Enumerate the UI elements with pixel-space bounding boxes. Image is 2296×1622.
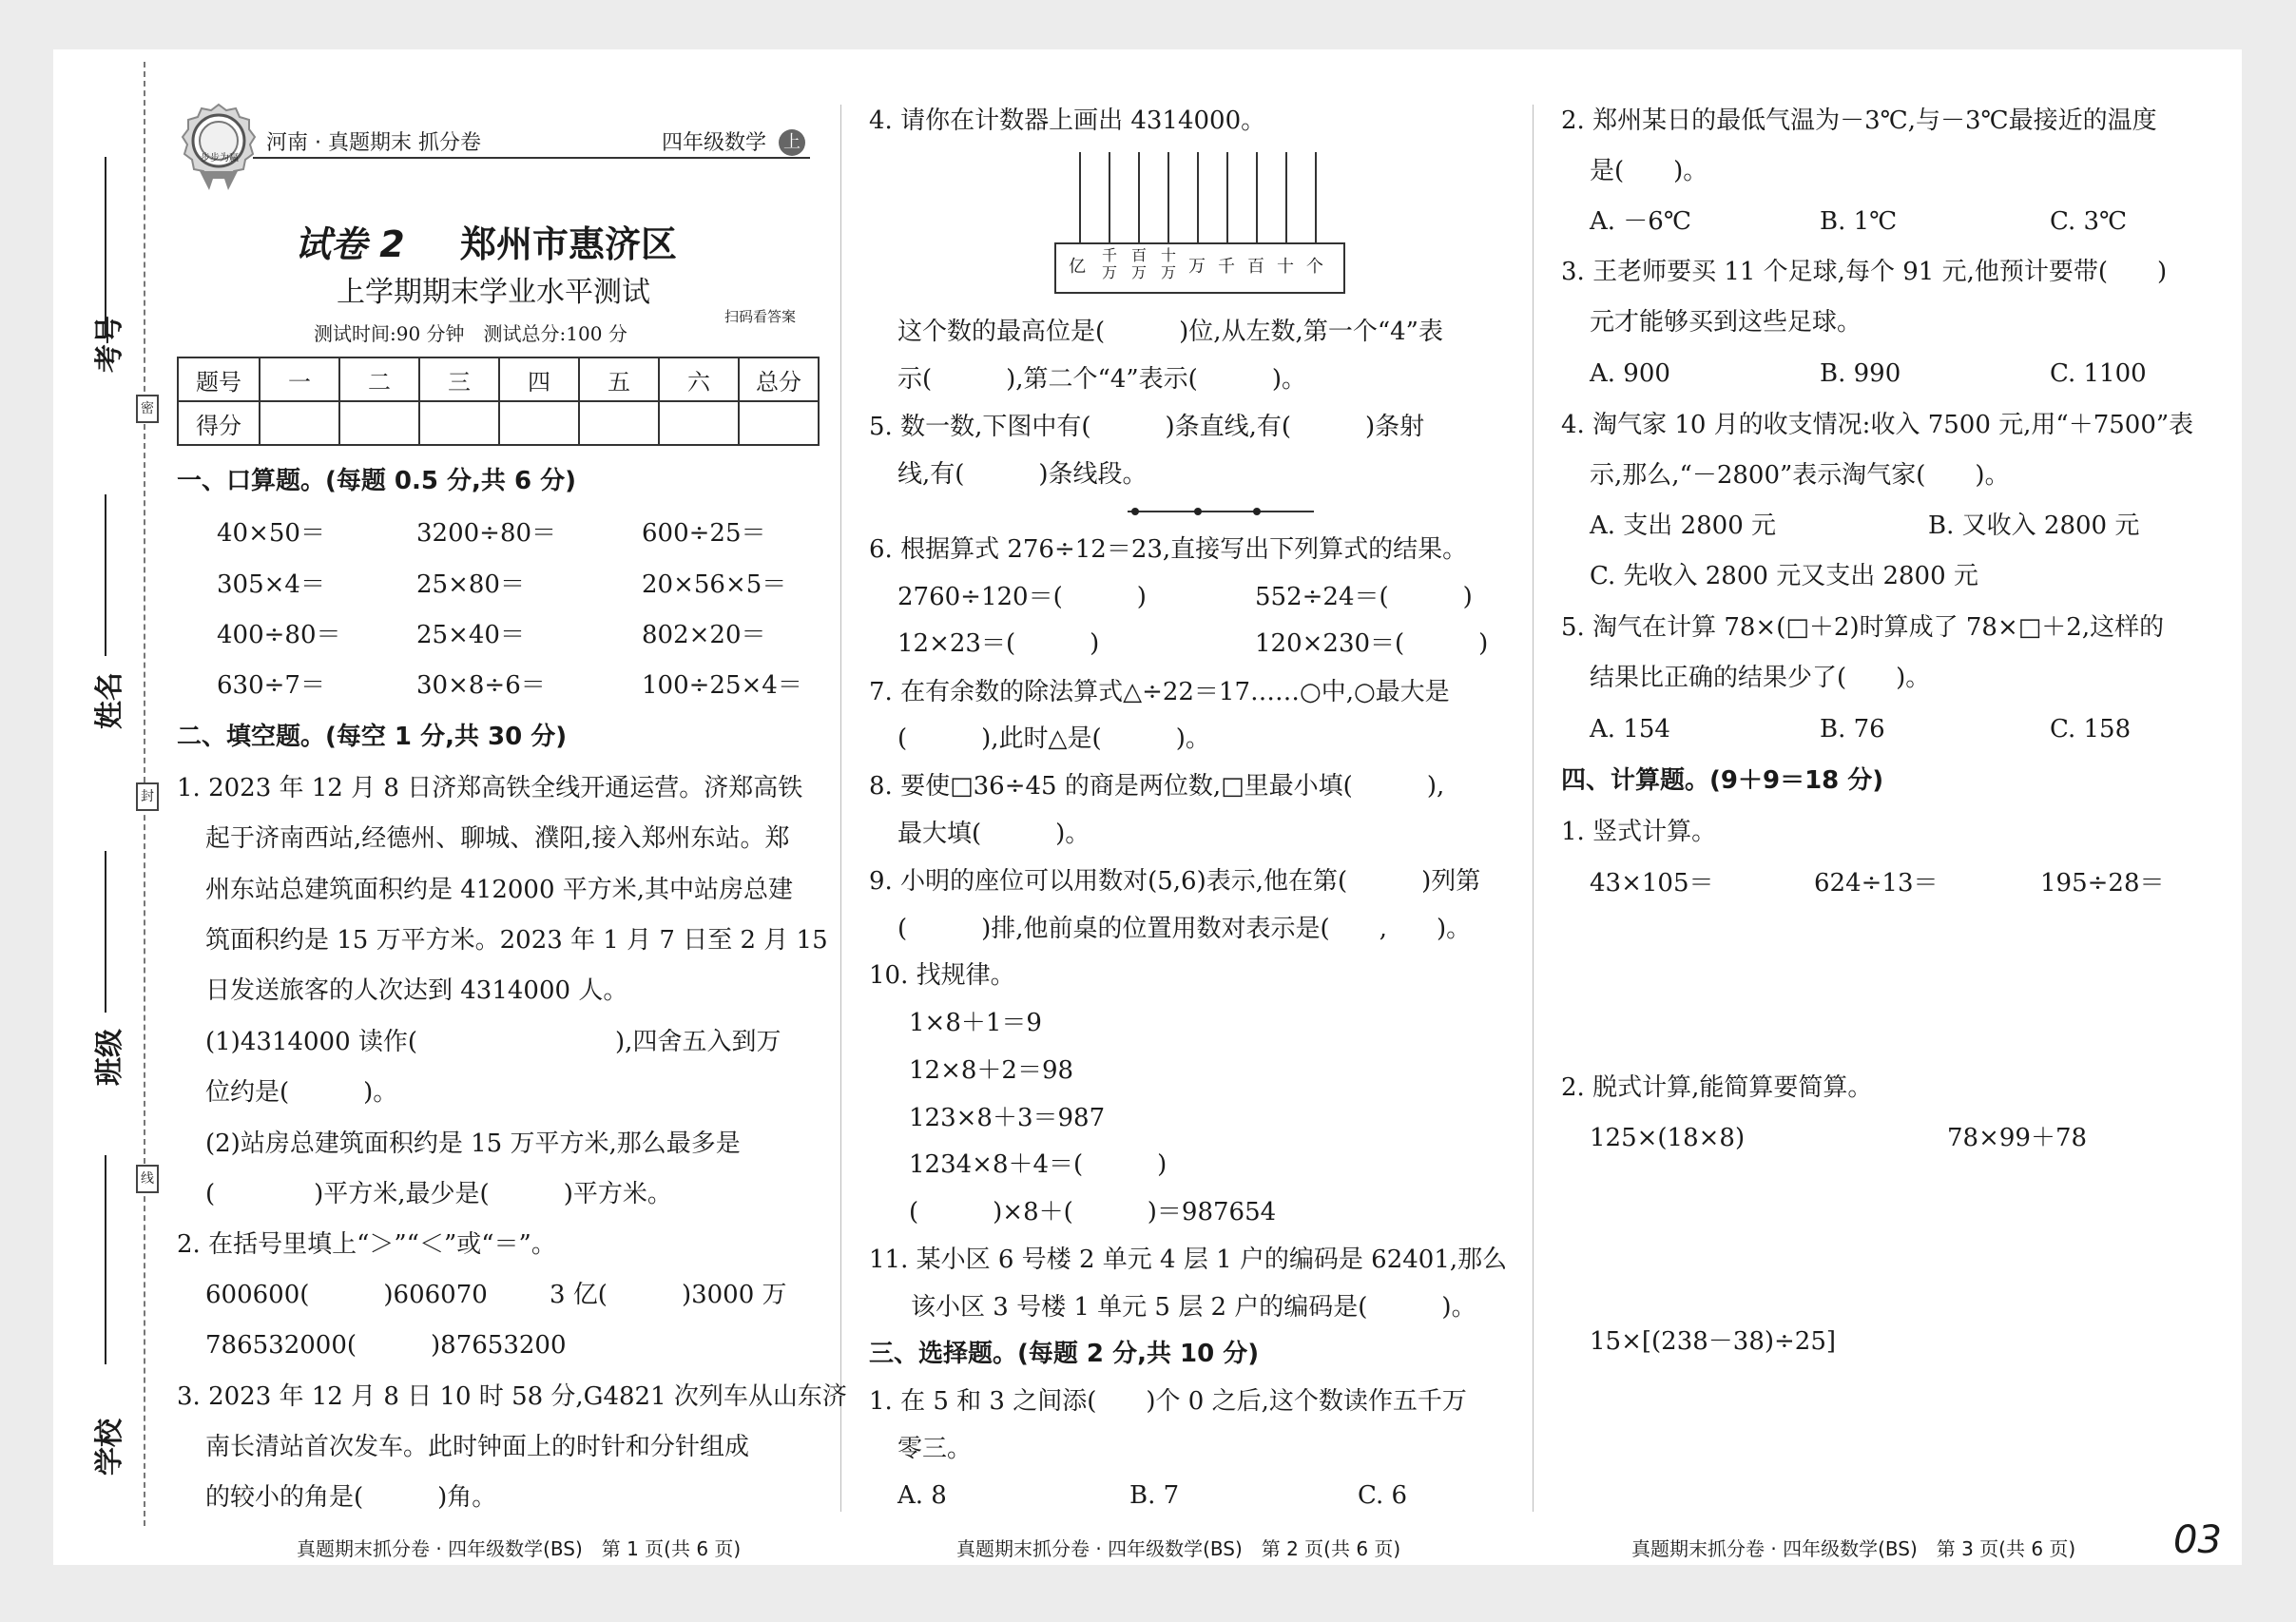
score-table-row xyxy=(178,401,819,445)
question-8-line: 8. 要使□36÷45 的商是两位数,□里最小填( ), xyxy=(869,772,1445,801)
abacus-label: 十万 xyxy=(1160,246,1176,281)
paper-subtitle: 上学期期末学业水平测试 xyxy=(337,276,650,309)
choice-option: B. 990 xyxy=(1820,359,1901,388)
question-1-line: ( )平方米,最少是( )平方米。 xyxy=(205,1180,672,1208)
column-divider-2 xyxy=(1533,105,1534,1512)
oral-item: 400÷80＝ xyxy=(217,621,341,649)
choice-2-line: 2. 郑州某日的最低气温为－3℃,与－3℃最接近的温度 xyxy=(1561,106,2157,135)
oral-item: 25×80＝ xyxy=(416,570,525,599)
question-11-line: 该小区 3 号楼 1 单元 5 层 2 户的编码是( )。 xyxy=(911,1293,1476,1322)
score-input-cell[interactable] xyxy=(579,401,659,445)
question-2-title: 2. 在括号里填上“＞”“＜”或“＝”。 xyxy=(177,1230,556,1259)
question-2-item: 786532000( )87653200 xyxy=(205,1331,567,1360)
oral-item: 30×8÷6＝ xyxy=(416,671,546,700)
paper-number: 试卷 2 xyxy=(295,223,405,265)
score-cell: 得分 xyxy=(178,401,260,445)
question-4-line: 示( ),第二个“4”表示( )。 xyxy=(897,365,1306,394)
question-2-item: 600600( )606070 xyxy=(205,1281,488,1309)
score-cell: 六 xyxy=(659,357,739,401)
choice-option: B. 76 xyxy=(1820,715,1885,743)
score-input-cell[interactable] xyxy=(419,401,499,445)
score-cell: 三 xyxy=(419,357,499,401)
question-6-item: 2760÷120＝( ) xyxy=(897,583,1147,611)
question-1-line: 起于济南西站,经德州、聊城、濮阳,接入郑州东站。郑 xyxy=(205,824,790,853)
series-title: 河南 · 真题期末 抓分卷 xyxy=(266,131,481,155)
choice-1-line: 1. 在 5 和 3 之间添( )个 0 之后,这个数读作五千万 xyxy=(869,1387,1467,1416)
abacus-label: 十 xyxy=(1277,257,1294,277)
section-4-title: 四、计算题。(9＋9＝18 分) xyxy=(1561,766,1884,795)
oral-item: 600÷25＝ xyxy=(642,519,766,548)
question-1-line: 筑面积约是 15 万平方米。2023 年 1 月 7 日至 2 月 15 xyxy=(205,926,828,955)
pattern-item: 12×8＋2＝98 xyxy=(909,1056,1074,1085)
score-table xyxy=(177,357,820,446)
score-table-header xyxy=(178,357,819,401)
pattern-item: 123×8＋3＝987 xyxy=(909,1104,1106,1132)
score-cell: 题号 xyxy=(178,357,260,401)
question-7-line: ( ),此时△是( )。 xyxy=(897,724,1210,753)
abacus-label: 万 xyxy=(1188,257,1206,277)
side-label-banji: 班级 xyxy=(93,1029,126,1086)
xuexiao-line xyxy=(105,1155,106,1364)
choice-2-line: 是( )。 xyxy=(1590,157,1708,185)
side-label-xuexiao: 学校 xyxy=(93,1419,126,1476)
calc-item: 624÷13＝ xyxy=(1814,869,1939,898)
calc-item: 195÷28＝ xyxy=(2040,869,2165,898)
section-3-title: 三、选择题。(每题 2 分,共 10 分) xyxy=(869,1340,1260,1368)
choice-1-line: 零三。 xyxy=(897,1435,973,1463)
choice-4-line: 示,那么,“－2800”表示淘气家( )。 xyxy=(1590,461,2010,490)
question-6-title: 6. 根据算式 276÷12＝23,直接写出下列算式的结果。 xyxy=(869,535,1468,564)
section-2-title: 二、填空题。(每空 1 分,共 30 分) xyxy=(177,723,568,751)
abacus-label: 百 xyxy=(1247,257,1264,277)
choice-option: C. 1100 xyxy=(2050,359,2147,388)
calc-item: 125×(18×8) xyxy=(1590,1124,1746,1152)
calc-item: 78×99＋78 xyxy=(1947,1124,2088,1152)
question-8-line: 最大填( )。 xyxy=(897,820,1090,848)
question-6-item: 12×23＝( ) xyxy=(897,629,1100,658)
term-badge: 上 xyxy=(779,129,805,156)
choice-option: C. 3℃ xyxy=(2050,207,2128,236)
score-input-cell[interactable] xyxy=(260,401,339,445)
question-1-line: (1)4314000 读作( ),四舍五入到万 xyxy=(205,1028,781,1056)
section-1-title: 一、口算题。(每题 0.5 分,共 6 分) xyxy=(177,467,576,495)
question-5-line: 线,有( )条线段。 xyxy=(897,460,1148,489)
score-cell: 五 xyxy=(579,357,659,401)
banji-line xyxy=(105,851,106,1013)
logo-badge-icon xyxy=(181,103,257,192)
score-input-cell[interactable] xyxy=(659,401,739,445)
pattern-item: 1234×8＋4＝( ) xyxy=(909,1150,1167,1179)
logo-text: 步步为赢 xyxy=(201,153,239,164)
question-10-title: 10. 找规律。 xyxy=(869,961,1015,990)
choice-option: B. 7 xyxy=(1129,1481,1180,1510)
question-1-line: 1. 2023 年 12 月 8 日济郑高铁全线开通运营。济郑高铁 xyxy=(177,774,803,802)
question-1-line: 位约是( )。 xyxy=(205,1078,398,1107)
question-4-line: 这个数的最高位是( )位,从左数,第一个“4”表 xyxy=(897,318,1443,346)
page-number: 03 xyxy=(2173,1518,2222,1562)
score-cell: 一 xyxy=(260,357,339,401)
choice-option: A. 8 xyxy=(897,1481,947,1510)
side-label-xingming: 姓名 xyxy=(93,672,126,729)
question-6-item: 552÷24＝( ) xyxy=(1255,583,1473,611)
side-label-kaohao: 考号 xyxy=(93,316,126,373)
choice-3-line: 3. 王老师要买 11 个足球,每个 91 元,他预计要带( ) xyxy=(1561,258,2168,286)
question-3-line: 的较小的角是( )角。 xyxy=(205,1483,497,1512)
score-input-cell[interactable] xyxy=(499,401,579,445)
oral-item: 802×20＝ xyxy=(642,621,766,649)
question-1-line: (2)站房总建筑面积约是 15 万平方米,那么最多是 xyxy=(205,1130,741,1158)
choice-option: C. 先收入 2800 元又支出 2800 元 xyxy=(1590,562,1978,590)
oral-item: 25×40＝ xyxy=(416,621,525,649)
pattern-item: ( )×8＋( )＝987654 xyxy=(909,1198,1277,1226)
seal-feng: 封 xyxy=(136,782,159,811)
pattern-item: 1×8＋1＝9 xyxy=(909,1009,1042,1037)
choice-option: C. 6 xyxy=(1358,1481,1408,1510)
question-11-line: 11. 某小区 6 号楼 2 单元 4 层 1 户的编码是 62401,那么 xyxy=(869,1245,1508,1274)
calc-2-title: 2. 脱式计算,能简算要简算。 xyxy=(1561,1073,1873,1102)
column-divider-1 xyxy=(840,105,841,1512)
score-cell: 二 xyxy=(339,357,419,401)
calc-item: 43×105＝ xyxy=(1590,869,1714,898)
choice-4-line: 4. 淘气家 10 月的收支情况:收入 7500 元,用“＋7500”表 xyxy=(1561,411,2194,439)
calc-1-title: 1. 竖式计算。 xyxy=(1561,818,1717,846)
question-9-line: 9. 小明的座位可以用数对(5,6)表示,他在第( )列第 xyxy=(869,867,1481,896)
seal-mi: 密 xyxy=(136,395,159,423)
oral-item: 3200÷80＝ xyxy=(416,519,557,548)
choice-option: A. －6℃ xyxy=(1590,207,1691,236)
grade-label: 四年级数学 xyxy=(662,131,767,155)
kaohao-line xyxy=(105,157,106,338)
abacus-counter xyxy=(1053,152,1346,295)
calc-item: 15×[(238－38)÷25] xyxy=(1590,1327,1837,1356)
footer-page-2: 真题期末抓分卷 · 四年级数学(BS) 第 2 页(共 6 页) xyxy=(956,1537,1401,1560)
choice-option: B. 1℃ xyxy=(1820,207,1898,236)
question-2-item: 3 亿( )3000 万 xyxy=(550,1281,787,1309)
abacus-label: 亿 xyxy=(1069,257,1086,277)
scan-for-answers: 扫码看答案 xyxy=(724,308,797,325)
abacus-label: 百万 xyxy=(1130,246,1147,281)
question-9-line: ( )排,他前桌的位置用数对表示是( , )。 xyxy=(897,915,1472,943)
score-cell: 四 xyxy=(499,357,579,401)
question-4-title: 4. 请你在计数器上画出 4314000。 xyxy=(869,106,1266,135)
question-1-line: 日发送旅客的人次达到 4314000 人。 xyxy=(205,976,628,1005)
oral-item: 630÷7＝ xyxy=(217,671,325,700)
oral-item: 100÷25×4＝ xyxy=(642,671,802,700)
score-input-cell[interactable] xyxy=(739,401,819,445)
choice-option: A. 900 xyxy=(1590,359,1670,388)
header-rule xyxy=(253,157,810,159)
abacus-label: 千 xyxy=(1218,257,1235,277)
question-5-line: 5. 数一数,下图中有( )条直线,有( )条射 xyxy=(869,413,1425,441)
abacus-label: 个 xyxy=(1306,257,1323,277)
line-ray-segment-figure-icon xyxy=(1128,502,1314,521)
paper-info: 测试时间:90 分钟 测试总分:100 分 xyxy=(314,322,627,345)
choice-3-line: 元才能够买到这些足球。 xyxy=(1590,308,1862,337)
question-7-line: 7. 在有余数的除法算式△÷22＝17……○中,○最大是 xyxy=(869,678,1450,706)
choice-option: A. 支出 2800 元 xyxy=(1590,512,1777,540)
oral-item: 20×56×5＝ xyxy=(642,570,787,599)
choice-option: B. 又收入 2800 元 xyxy=(1928,512,2140,540)
choice-option: A. 154 xyxy=(1590,715,1670,743)
score-cell: 总分 xyxy=(739,357,819,401)
choice-5-line: 5. 淘气在计算 78×(□＋2)时算成了 78×□＋2,这样的 xyxy=(1561,613,2165,642)
footer-page-1: 真题期末抓分卷 · 四年级数学(BS) 第 1 页(共 6 页) xyxy=(297,1537,742,1560)
footer-page-3: 真题期末抓分卷 · 四年级数学(BS) 第 3 页(共 6 页) xyxy=(1631,1537,2076,1560)
question-3-line: 3. 2023 年 12 月 8 日 10 时 58 分,G4821 次列车从山东济 xyxy=(177,1382,847,1411)
oral-item: 40×50＝ xyxy=(217,519,325,548)
abacus-label: 千万 xyxy=(1101,246,1117,281)
oral-item: 305×4＝ xyxy=(217,570,325,599)
choice-option: C. 158 xyxy=(2050,715,2132,743)
question-3-line: 南长清站首次发车。此时钟面上的时针和分针组成 xyxy=(205,1433,750,1461)
seal-xian: 线 xyxy=(136,1165,159,1193)
score-input-cell[interactable] xyxy=(339,401,419,445)
choice-5-line: 结果比正确的结果少了( )。 xyxy=(1590,664,1931,692)
paper-district: 郑州市惠济区 xyxy=(460,223,678,265)
question-6-item: 120×230＝( ) xyxy=(1255,629,1489,658)
question-1-line: 州东站总建筑面积约是 412000 平方米,其中站房总建 xyxy=(205,876,794,904)
xingming-line xyxy=(105,494,106,656)
